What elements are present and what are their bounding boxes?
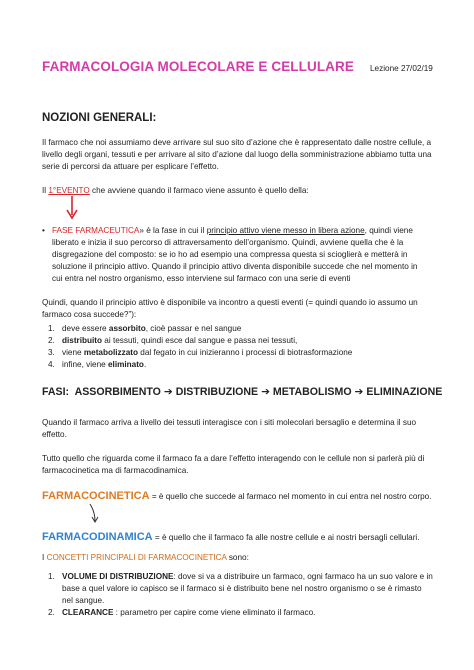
para2-line-1: Quando il farmaco arriva a livello dei tessuti interagisce con i siti molecolari bersaglio e determina il suo	[42, 418, 417, 427]
arrow-down-icon	[64, 196, 80, 222]
fase-label: FASE FARMACEUTICA	[52, 226, 140, 235]
concept-item-1-line-3: nel sangue.	[62, 596, 105, 605]
arrow-right-icon: ➔	[354, 386, 364, 398]
fase-link: principio attivo viene messo in libera azione	[206, 226, 365, 235]
arrow-right-icon: ➔	[163, 386, 173, 398]
step-item-3: 3. viene metabolizzato dal fegato in cui inizieranno i processi di biotrasformazione	[48, 348, 353, 357]
section-heading: NOZIONI GENERALI:	[42, 112, 157, 124]
fasi-step-1: ASSORBIMENTO	[74, 386, 161, 398]
pk-term: FARMACOCINETICA	[42, 490, 150, 502]
concept-item-1: 1. VOLUME DI DISTRIBUZIONE: dove si va a distribuire un farmaco, ogni farmaco ha un suo valore e in	[48, 572, 433, 581]
step-item-1: 1. deve essere assorbito, cioè passar e nel sangue	[48, 324, 242, 333]
fase-line-2: liberato e inizia il suo percorso di attraversamento dell’organismo. Quindi, avviene quella che è la	[52, 238, 404, 247]
fasi-step-4: ELIMINAZIONE	[366, 386, 443, 398]
pd-definition: FARMACODINAMICA = è quello che il farmaco fa alle nostre cellule e ai nostri bersagli cellulari.	[42, 531, 420, 543]
fase-bullet: • FASE FARMACEUTICA» è la fase in cui il principio attivo viene messo in libera azione, quindi viene	[42, 226, 413, 235]
intro-line-3: serie di percorsi da attuare per esplicare l’effetto.	[42, 162, 219, 171]
para2-line-2: effetto.	[42, 430, 67, 439]
intro-line-1: Il farmaco che noi assumiamo deve arrivare sul suo sito d’azione che è rappresentato dalle nostre cellule, a	[42, 138, 432, 147]
fase-line-4: soluzione il principio attivo. Quando il principio attivo diventa disponibile succede che nel momento in	[52, 262, 418, 271]
concept-item-2: 2. CLEARANCE : parametro per capire come viene eliminato il farmaco.	[48, 608, 316, 617]
step-item-4: 4. infine, viene eliminato.	[48, 360, 147, 369]
event-line: Il 1°EVENTO che avviene quando il farmaco viene assunto è quello della:	[42, 186, 309, 195]
bullet-dot: •	[42, 226, 45, 235]
pd-term: FARMACODINAMICA	[42, 531, 153, 543]
pk-definition: FARMACOCINETICA = è quello che succede al farmaco nel momento in cui entra nel nostro corpo.	[42, 490, 432, 502]
concepts-label: CONCETTI PRINCIPALI DI FARMACOCINETICA	[46, 553, 227, 562]
concept-item-1-line-2: base a quel valore io capisco se il farmaco si è distribuito bene nel nostro organismo o se è rimasto	[62, 584, 422, 593]
lesson-date: Lezione 27/02/19	[370, 64, 433, 73]
fase-line-3: disgregazione del composto: se io ho ad esempio una compressa questa si scioglierà e metterà in	[52, 250, 408, 259]
para3-line-2: farmacocinetica ma di farmacodinamica.	[42, 466, 189, 475]
fase-line-5: cui entra nel nostro organismo, esso interviene sul farmaco con una serie di eventi	[52, 274, 351, 283]
para3-line-1: Tutto quello che riguarda come il farmaco fa a dare l’effetto interagendo con le cellule non si parlerà più di	[42, 454, 425, 463]
concepts-line: I CONCETTI PRINCIPALI DI FARMACOCINETICA sono:	[42, 553, 249, 562]
event-label: 1°EVENTO	[48, 186, 90, 195]
question-line-1: Quindi, quando il principio attivo è disponibile va incontro a questi eventi (= quindi quando io assumo un	[42, 298, 418, 307]
arrow-right-icon: ➔	[261, 386, 270, 398]
intro-line-2: livello degli organi, tessuti e per arrivare al sito d’azione dal luogo della somministrazione abbiamo tutta una	[42, 150, 432, 159]
step-item-2: 2. distribuito ai tessuti, quindi esce dal sangue e passa nei tessuti,	[48, 336, 298, 345]
fasi-step-2: DISTRIBUZIONE	[175, 386, 259, 398]
fasi-line: FASI: ASSORBIMENTO ➔ DISTRIBUZIONE ➔ METABOLISMO ➔ ELIMINAZIONE	[42, 386, 443, 398]
question-line-2: farmaco cosa succede?”):	[42, 310, 137, 319]
fasi-step-3: METABOLISMO	[272, 386, 352, 398]
arrow-down-icon	[88, 502, 102, 524]
document-title: FARMACOLOGIA MOLECOLARE E CELLULARE	[42, 59, 354, 74]
